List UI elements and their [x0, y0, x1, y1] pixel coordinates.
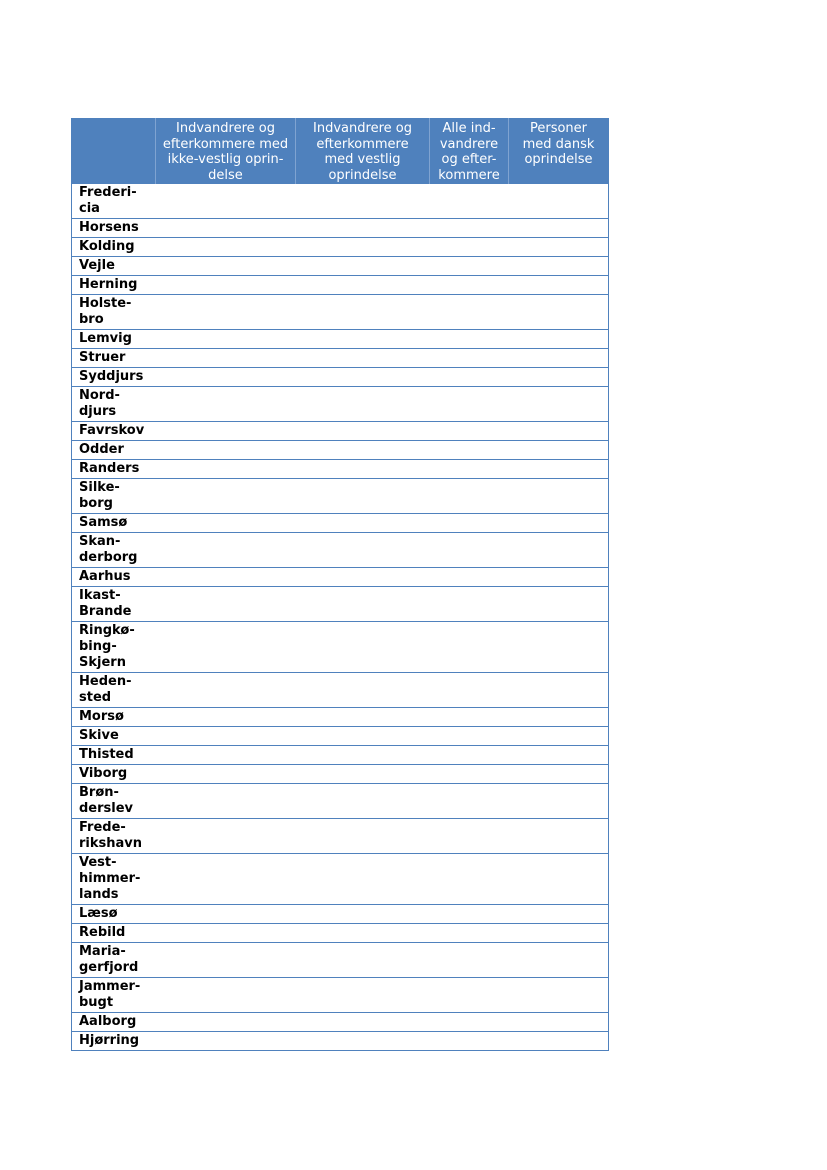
table-cell: [296, 460, 430, 479]
table-cell: [430, 387, 509, 422]
table-cell: [156, 257, 296, 276]
table-cell: [296, 746, 430, 765]
municipality-name: [72, 184, 156, 219]
table-cell: [509, 819, 609, 854]
table-row: [72, 568, 609, 587]
municipality-name-line: djurs: [79, 404, 117, 419]
table-row: [72, 978, 609, 1013]
column-header-line: delse: [208, 167, 243, 183]
municipality-name-line: Vest-: [79, 855, 117, 870]
municipality-name-line: Maria-: [79, 944, 126, 959]
table-cell: [430, 349, 509, 368]
table-row: [72, 819, 609, 854]
table-row: [72, 219, 609, 238]
table-cell: [156, 295, 296, 330]
municipality-name-line: bing-: [79, 639, 117, 654]
table-row: [72, 746, 609, 765]
table-cell: [430, 978, 509, 1013]
table-cell: [296, 422, 430, 441]
table-cell: [296, 784, 430, 819]
table-row: [72, 330, 609, 349]
table-cell: [296, 622, 430, 673]
column-header-1: [156, 119, 296, 184]
table-cell: [296, 708, 430, 727]
column-header-line: Alle ind-: [442, 121, 496, 136]
table-cell: [156, 746, 296, 765]
municipality-name: [72, 854, 156, 905]
municipality-name: [72, 978, 156, 1013]
municipality-name-line: Favrskov: [79, 423, 145, 438]
table-cell: [509, 746, 609, 765]
table-cell: [430, 765, 509, 784]
municipality-name-line: bro: [79, 312, 104, 327]
column-header-line: Indvandrere og: [176, 121, 275, 136]
municipality-table: [71, 118, 609, 1051]
municipality-name: [72, 460, 156, 479]
table-cell: [156, 727, 296, 746]
table-cell: [296, 479, 430, 514]
table-cell: [156, 943, 296, 978]
table-cell: [509, 1013, 609, 1032]
table-cell: [430, 295, 509, 330]
table-cell: [509, 673, 609, 708]
table-cell: [430, 514, 509, 533]
table-cell: [430, 746, 509, 765]
table-row: [72, 1013, 609, 1032]
municipality-name-line: bugt: [79, 995, 114, 1010]
municipality-name: [72, 746, 156, 765]
table-cell: [430, 219, 509, 238]
municipality-name: [72, 943, 156, 978]
table-cell: [509, 238, 609, 257]
table-cell: [296, 349, 430, 368]
municipality-name-line: Horsens: [79, 220, 139, 235]
municipality-name-line: gerfjord: [79, 960, 139, 975]
municipality-name-line: lands: [79, 887, 119, 902]
table-cell: [430, 727, 509, 746]
table-row: [72, 943, 609, 978]
table-cell: [296, 238, 430, 257]
table-cell: [509, 1032, 609, 1051]
table-cell: [156, 184, 296, 219]
municipality-name-line: derborg: [79, 550, 138, 565]
municipality-name-line: Rebild: [79, 925, 126, 940]
municipality-name-line: Nord-: [79, 388, 120, 403]
municipality-name-line: Frederi-: [79, 185, 137, 200]
municipality-name-line: Syddjurs: [79, 369, 144, 384]
table-cell: [156, 1013, 296, 1032]
table-cell: [296, 1032, 430, 1051]
column-header-line: oprindelse: [524, 152, 593, 167]
column-header-line: og efter-: [441, 152, 497, 167]
table-cell: [156, 708, 296, 727]
table-cell: [509, 854, 609, 905]
table-cell: [156, 533, 296, 568]
table-cell: [156, 422, 296, 441]
table-row: [72, 587, 609, 622]
table-cell: [430, 184, 509, 219]
table-cell: [156, 819, 296, 854]
table-cell: [296, 587, 430, 622]
municipality-name-line: Vejle: [79, 258, 115, 273]
municipality-name-line: rikshavn: [79, 836, 143, 851]
municipality-name-line: borg: [79, 496, 113, 511]
table-cell: [156, 765, 296, 784]
table-row: [72, 533, 609, 568]
table-cell: [430, 460, 509, 479]
column-header-0: [72, 119, 156, 184]
table-cell: [296, 854, 430, 905]
municipality-name-line: Ringkø-: [79, 623, 135, 638]
table-cell: [430, 673, 509, 708]
table-cell: [430, 368, 509, 387]
table-cell: [296, 727, 430, 746]
municipality-name: [72, 727, 156, 746]
column-header-4: [509, 119, 609, 184]
table-cell: [509, 708, 609, 727]
table-cell: [156, 479, 296, 514]
municipality-name: [72, 622, 156, 673]
table-cell: [156, 387, 296, 422]
municipality-name-line: Skjern: [79, 655, 126, 670]
column-header-line: kommere: [438, 167, 500, 183]
municipality-name-line: himmer-: [79, 871, 141, 886]
table-row: [72, 387, 609, 422]
table-cell: [509, 349, 609, 368]
table-cell: [296, 276, 430, 295]
table-cell: [156, 514, 296, 533]
table-cell: [430, 819, 509, 854]
table-cell: [296, 1013, 430, 1032]
table-cell: [296, 330, 430, 349]
table-cell: [509, 479, 609, 514]
table-cell: [430, 568, 509, 587]
municipality-name: [72, 1013, 156, 1032]
table-cell: [156, 219, 296, 238]
table-cell: [430, 276, 509, 295]
table-cell: [430, 924, 509, 943]
municipality-name: [72, 819, 156, 854]
table-body: [72, 184, 609, 1051]
table-row: [72, 784, 609, 819]
municipality-name-line: Herning: [79, 277, 138, 292]
table-cell: [509, 905, 609, 924]
table-cell: [296, 765, 430, 784]
table-cell: [509, 368, 609, 387]
municipality-name-line: Silke-: [79, 480, 120, 495]
table-row: [72, 184, 609, 219]
table-cell: [509, 276, 609, 295]
table-cell: [430, 587, 509, 622]
municipality-name-line: Odder: [79, 442, 124, 457]
table-row: [72, 727, 609, 746]
column-header-line: oprindelse: [328, 167, 397, 183]
table-row: [72, 295, 609, 330]
table-cell: [430, 1013, 509, 1032]
table-cell: [296, 978, 430, 1013]
municipality-name-line: Brøn-: [79, 785, 119, 800]
municipality-name-line: Brande: [79, 604, 132, 619]
table-cell: [156, 587, 296, 622]
table-cell: [430, 943, 509, 978]
municipality-name-line: Aalborg: [79, 1014, 137, 1029]
municipality-name: [72, 368, 156, 387]
table-cell: [509, 622, 609, 673]
table-cell: [509, 727, 609, 746]
column-header-line: Indvandrere og: [313, 121, 412, 136]
municipality-name-line: Jammer-: [79, 979, 141, 994]
table-cell: [156, 238, 296, 257]
table-row: [72, 765, 609, 784]
table-cell: [509, 219, 609, 238]
table-cell: [430, 330, 509, 349]
table-cell: [156, 854, 296, 905]
table-cell: [296, 441, 430, 460]
table-cell: [509, 568, 609, 587]
municipality-name-line: cia: [79, 201, 100, 216]
table-row: [72, 905, 609, 924]
table-cell: [430, 479, 509, 514]
municipality-name: [72, 387, 156, 422]
table-row: [72, 349, 609, 368]
table-cell: [430, 622, 509, 673]
table-cell: [509, 765, 609, 784]
table-cell: [296, 295, 430, 330]
municipality-name-line: Lemvig: [79, 331, 132, 346]
table-row: [72, 514, 609, 533]
municipality-name: [72, 784, 156, 819]
table-cell: [296, 819, 430, 854]
table-cell: [509, 441, 609, 460]
municipality-name-line: Heden-: [79, 674, 132, 689]
municipality-name: [72, 422, 156, 441]
column-header-line: ikke-vestlig oprin-: [167, 152, 284, 167]
table-cell: [430, 422, 509, 441]
municipality-name: [72, 276, 156, 295]
table-cell: [509, 514, 609, 533]
table-cell: [509, 387, 609, 422]
table-cell: [430, 905, 509, 924]
table-cell: [156, 441, 296, 460]
column-header-2: [296, 119, 430, 184]
municipality-name: [72, 765, 156, 784]
table-row: [72, 441, 609, 460]
municipality-name: [72, 708, 156, 727]
table-cell: [156, 673, 296, 708]
municipality-name: [72, 924, 156, 943]
table-cell: [509, 422, 609, 441]
municipality-name-line: Struer: [79, 350, 126, 365]
table-cell: [296, 673, 430, 708]
column-header-line: med dansk: [522, 136, 595, 152]
municipality-name-line: Ikast-: [79, 588, 121, 603]
table-cell: [296, 184, 430, 219]
table-row: [72, 422, 609, 441]
table-row: [72, 673, 609, 708]
table-row: [72, 257, 609, 276]
column-header-line: efterkommere med: [162, 136, 289, 152]
municipality-name-line: Randers: [79, 461, 140, 476]
table-row: [72, 479, 609, 514]
municipality-name: [72, 514, 156, 533]
column-header-line: med vestlig: [324, 152, 401, 167]
table-cell: [156, 905, 296, 924]
column-header-line: Personer: [529, 121, 588, 136]
municipality-name: [72, 330, 156, 349]
table-cell: [509, 533, 609, 568]
table-cell: [509, 587, 609, 622]
header-row: [72, 119, 609, 184]
municipality-name: [72, 238, 156, 257]
municipality-name: [72, 905, 156, 924]
municipality-name-line: Samsø: [79, 515, 128, 530]
table-row: [72, 854, 609, 905]
table-cell: [509, 460, 609, 479]
table-cell: [156, 568, 296, 587]
municipality-name-line: Thisted: [79, 747, 134, 762]
table-cell: [430, 533, 509, 568]
table-cell: [156, 784, 296, 819]
table-cell: [509, 943, 609, 978]
table-row: [72, 368, 609, 387]
column-header-line: efterkommere: [316, 136, 409, 152]
column-header-line: vandrere: [439, 136, 499, 152]
table-cell: [430, 257, 509, 276]
municipality-name-line: Morsø: [79, 709, 124, 724]
table-row: [72, 622, 609, 673]
table-cell: [509, 924, 609, 943]
table-cell: [430, 1032, 509, 1051]
table-cell: [156, 1032, 296, 1051]
municipality-name-line: Skive: [79, 728, 119, 743]
table-cell: [156, 460, 296, 479]
table-row: [72, 276, 609, 295]
table-cell: [296, 514, 430, 533]
municipality-name-line: Holste-: [79, 296, 132, 311]
table-cell: [430, 854, 509, 905]
table-row: [72, 1032, 609, 1051]
municipality-name: [72, 673, 156, 708]
table-cell: [296, 924, 430, 943]
municipality-name-line: Læsø: [79, 906, 118, 921]
municipality-name: [72, 568, 156, 587]
municipality-name: [72, 219, 156, 238]
table-row: [72, 924, 609, 943]
table-cell: [430, 238, 509, 257]
table-cell: [296, 387, 430, 422]
table-cell: [430, 784, 509, 819]
table-row: [72, 708, 609, 727]
municipality-name: [72, 533, 156, 568]
municipality-name-line: Hjørring: [79, 1033, 140, 1048]
table-cell: [296, 533, 430, 568]
table-row: [72, 238, 609, 257]
municipality-name: [72, 479, 156, 514]
table-cell: [296, 257, 430, 276]
table-cell: [430, 441, 509, 460]
table-cell: [156, 978, 296, 1013]
table-cell: [156, 330, 296, 349]
table-cell: [296, 905, 430, 924]
municipality-name-line: derslev: [79, 801, 134, 816]
table-row: [72, 460, 609, 479]
municipality-name: [72, 1032, 156, 1051]
table-cell: [296, 943, 430, 978]
column-header-3: [430, 119, 509, 184]
table-cell: [296, 219, 430, 238]
municipality-name-line: Frede-: [79, 820, 126, 835]
table-cell: [296, 368, 430, 387]
municipality-name-line: Viborg: [79, 766, 128, 781]
municipality-name-line: Kolding: [79, 239, 135, 254]
table-cell: [296, 568, 430, 587]
table-cell: [156, 349, 296, 368]
table-cell: [509, 295, 609, 330]
table-cell: [509, 184, 609, 219]
municipality-name: [72, 295, 156, 330]
table-cell: [509, 257, 609, 276]
table-cell: [430, 708, 509, 727]
table-cell: [509, 784, 609, 819]
municipality-name-line: Aarhus: [79, 569, 131, 584]
municipality-name-line: sted: [79, 690, 112, 705]
table-header: [72, 119, 609, 184]
municipality-name: [72, 257, 156, 276]
municipality-name: [72, 349, 156, 368]
table-cell: [156, 622, 296, 673]
municipality-name-line: Skan-: [79, 534, 121, 549]
table-cell: [509, 978, 609, 1013]
municipality-name: [72, 587, 156, 622]
table-cell: [156, 368, 296, 387]
municipality-name: [72, 441, 156, 460]
table-cell: [509, 330, 609, 349]
table-cell: [156, 924, 296, 943]
table-cell: [156, 276, 296, 295]
